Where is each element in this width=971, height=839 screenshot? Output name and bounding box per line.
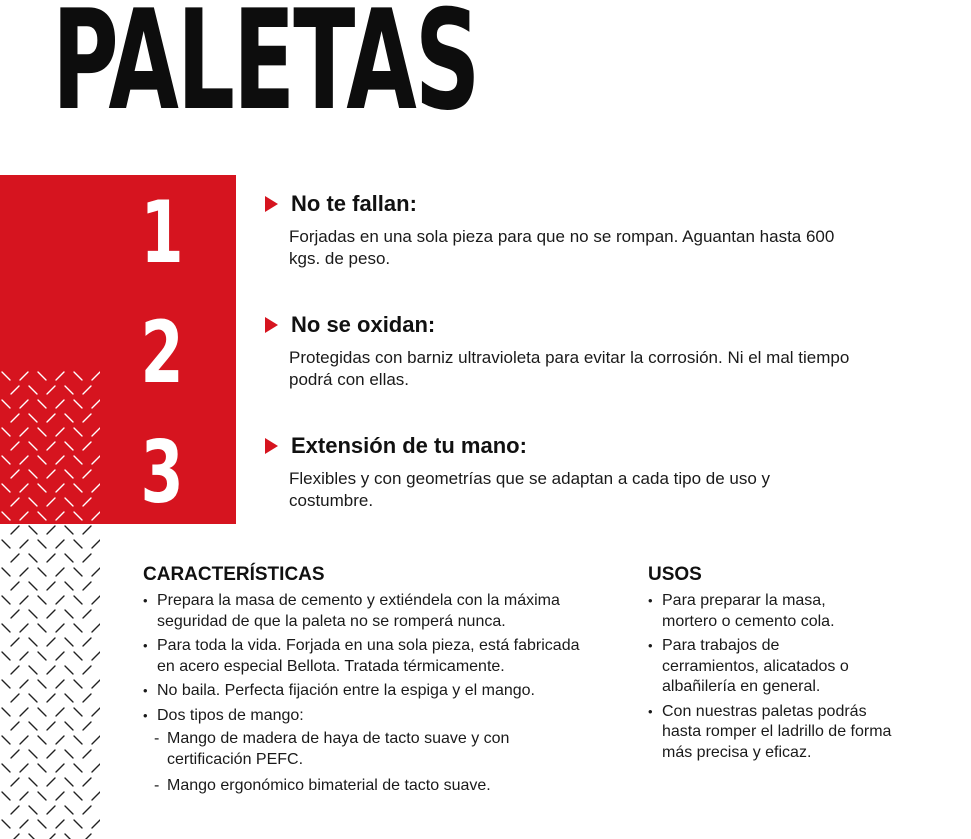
pattern-dash <box>92 428 100 436</box>
list-item <box>143 706 598 797</box>
list-item: • No baila. Perfecta fijación entre la espiga y el mango. <box>143 681 598 702</box>
pattern-dash <box>92 652 100 660</box>
pattern-dash <box>92 820 100 828</box>
pattern-dash <box>83 554 91 562</box>
pattern-dash <box>11 582 19 590</box>
pattern-dash <box>2 652 10 660</box>
feature-title: No se oxidan: <box>291 312 436 337</box>
pattern-dash <box>38 764 46 772</box>
pattern-dash <box>11 722 19 730</box>
pattern-dash <box>20 596 28 604</box>
pattern-dash <box>38 624 46 632</box>
pattern-dash <box>92 708 100 716</box>
pattern-dash <box>11 834 19 839</box>
feature-description: Protegidas con barniz ultravioleta para evitar la corrosión. Ni el mal tiempo podrá con ellas. <box>289 348 850 389</box>
pattern-dash <box>20 540 28 548</box>
pattern-dash <box>74 512 82 520</box>
pattern-dash <box>38 484 46 492</box>
pattern-dash <box>11 470 19 478</box>
pattern-dash <box>65 750 73 758</box>
pattern-dash <box>29 442 37 450</box>
pattern-dash <box>47 554 55 562</box>
pattern-dash <box>74 708 82 716</box>
pattern-dash <box>29 470 37 478</box>
pattern-dash <box>29 526 37 534</box>
pattern-dash <box>20 400 28 408</box>
pattern-dash <box>2 792 10 800</box>
pattern-dash <box>83 834 91 839</box>
feature-description: Forjadas en una sola pieza para que no se rompan. Aguantan hasta 600 kgs. de peso. <box>289 227 835 268</box>
sub-list-item-text: Mango ergonómico bimaterial de tacto suave. <box>167 777 491 794</box>
pattern-dash <box>92 736 100 744</box>
pattern-dash <box>74 764 82 772</box>
feature-title: Extensión de tu mano: <box>291 433 527 458</box>
pattern-dash <box>38 456 46 464</box>
pattern-dash <box>20 792 28 800</box>
pattern-dash <box>20 568 28 576</box>
pattern-dash <box>83 694 91 702</box>
pattern-dash <box>47 498 55 506</box>
pattern-dash <box>2 484 10 492</box>
pattern-dash <box>20 428 28 436</box>
pattern-dash <box>83 750 91 758</box>
pattern-dash <box>38 680 46 688</box>
pattern-dash <box>38 512 46 520</box>
pattern-dash <box>92 372 100 380</box>
number-3: 3 <box>140 423 184 523</box>
pattern-dash <box>74 596 82 604</box>
pattern-dash <box>65 526 73 534</box>
pattern-dash <box>74 792 82 800</box>
list-item-text: Dos tipos de mango: <box>157 706 304 724</box>
pattern-dash <box>20 764 28 772</box>
pattern-dash <box>38 568 46 576</box>
pattern-dash <box>56 736 64 744</box>
pattern-dash <box>56 708 64 716</box>
pattern-dash <box>38 372 46 380</box>
pattern-dash <box>11 638 19 646</box>
pattern-dash <box>29 750 37 758</box>
dash-marker: - <box>154 730 160 747</box>
pattern-dash <box>83 610 91 618</box>
pattern-dash <box>29 554 37 562</box>
pattern-dash <box>11 442 19 450</box>
red-arrow-icon <box>265 317 278 333</box>
pattern-dash <box>65 666 73 674</box>
pattern-dash <box>92 596 100 604</box>
pattern-dash <box>92 484 100 492</box>
list-item: • Prepara la masa de cemento y extiéndela con la máxima seguridad de que la paleta no se romperá nunca. <box>143 591 598 632</box>
pattern-dash <box>38 596 46 604</box>
pattern-dash <box>56 400 64 408</box>
pattern-dash <box>47 610 55 618</box>
pattern-dash <box>92 512 100 520</box>
sub-list-item <box>154 729 567 770</box>
pattern-dash <box>83 806 91 814</box>
pattern-dash <box>20 372 28 380</box>
pattern-dash <box>65 722 73 730</box>
pattern-dash <box>65 778 73 786</box>
pattern-dash <box>11 610 19 618</box>
pattern-dash <box>74 568 82 576</box>
pattern-dash <box>47 722 55 730</box>
pattern-dash <box>47 834 55 839</box>
pattern-dash <box>83 582 91 590</box>
pattern-dash <box>47 806 55 814</box>
pattern-dash <box>11 666 19 674</box>
pattern-dash <box>92 792 100 800</box>
pattern-dash <box>74 428 82 436</box>
pattern-dash <box>2 428 10 436</box>
pattern-dash <box>2 708 10 716</box>
feature-1 <box>263 191 883 270</box>
pattern-dash <box>65 806 73 814</box>
pattern-dash <box>74 484 82 492</box>
pattern-dash <box>83 414 91 422</box>
pattern-dash <box>92 624 100 632</box>
pattern-dash <box>56 764 64 772</box>
usos-list <box>648 591 898 767</box>
pattern-dash <box>74 456 82 464</box>
pattern-dash <box>20 708 28 716</box>
pattern-dash <box>29 582 37 590</box>
pattern-dash <box>20 736 28 744</box>
pattern-dash <box>11 386 19 394</box>
pattern-dash <box>11 750 19 758</box>
pattern-dash <box>74 400 82 408</box>
pattern-dash <box>56 652 64 660</box>
pattern-dash <box>47 526 55 534</box>
pattern-dash <box>65 638 73 646</box>
pattern-dash <box>56 680 64 688</box>
pattern-dash <box>92 540 100 548</box>
pattern-dash <box>65 694 73 702</box>
pattern-dash <box>29 414 37 422</box>
pattern-dash <box>11 414 19 422</box>
pattern-dash <box>56 624 64 632</box>
red-arrow-icon <box>265 438 278 454</box>
feature-description: Flexibles y con geometrías que se adaptan a cada tipo de uso y costumbre. <box>289 469 771 510</box>
pattern-dash <box>56 484 64 492</box>
pattern-dash <box>92 568 100 576</box>
feature-3 <box>263 433 883 512</box>
pattern-dash <box>20 624 28 632</box>
pattern-dash <box>2 456 10 464</box>
pattern-dash <box>47 414 55 422</box>
number-1: 1 <box>140 183 184 283</box>
pattern-dash <box>92 680 100 688</box>
pattern-dash <box>47 470 55 478</box>
pattern-dash <box>74 624 82 632</box>
pattern-dash <box>29 386 37 394</box>
pattern-dash <box>83 498 91 506</box>
pattern-dash <box>11 806 19 814</box>
pattern-dash <box>47 386 55 394</box>
pattern-dash <box>38 652 46 660</box>
pattern-dash <box>65 554 73 562</box>
pattern-dash <box>2 624 10 632</box>
pattern-dash <box>83 386 91 394</box>
pattern-dash <box>38 736 46 744</box>
pattern-dash <box>11 694 19 702</box>
pattern-dash <box>65 610 73 618</box>
pattern-dash <box>29 638 37 646</box>
feature-title: No te fallan: <box>291 191 417 216</box>
pattern-dash <box>56 456 64 464</box>
pattern-dash <box>2 372 10 380</box>
pattern-dash <box>2 596 10 604</box>
pattern-dash <box>2 736 10 744</box>
pattern-dash <box>74 680 82 688</box>
page-title: PALETAS <box>52 0 479 141</box>
pattern-dash <box>83 778 91 786</box>
pattern-dash <box>20 512 28 520</box>
pattern-dash <box>65 386 73 394</box>
pattern-dash <box>38 792 46 800</box>
pattern-dash <box>83 442 91 450</box>
pattern-dash <box>38 400 46 408</box>
pattern-dash <box>83 638 91 646</box>
pattern-dash <box>65 582 73 590</box>
pattern-dash <box>2 540 10 548</box>
feature-2 <box>263 312 883 391</box>
pattern-dash <box>20 484 28 492</box>
pattern-dash <box>2 512 10 520</box>
pattern-dash <box>92 400 100 408</box>
pattern-dash <box>29 498 37 506</box>
pattern-dash <box>38 708 46 716</box>
pattern-dash <box>47 442 55 450</box>
list-item: • Con nuestras paletas podrás hasta romper el ladrillo de forma más precisa y eficaz. <box>648 702 902 764</box>
pattern-dash <box>56 792 64 800</box>
usos-heading: USOS <box>648 564 702 585</box>
pattern-dash <box>56 428 64 436</box>
pattern-dash <box>11 526 19 534</box>
pattern-dash <box>74 652 82 660</box>
pattern-dash <box>2 764 10 772</box>
number-2: 2 <box>140 303 184 403</box>
dash-marker: - <box>154 777 160 794</box>
pattern-dash <box>65 498 73 506</box>
pattern-dash <box>47 638 55 646</box>
pattern-dash <box>38 540 46 548</box>
caracteristicas-heading: CARACTERÍSTICAS <box>143 564 325 585</box>
pattern-dash <box>65 470 73 478</box>
pattern-dash <box>65 442 73 450</box>
pattern-dash <box>83 666 91 674</box>
pattern-dash <box>29 610 37 618</box>
pattern-dash <box>47 582 55 590</box>
pattern-dash <box>56 512 64 520</box>
pattern-dash <box>56 540 64 548</box>
pattern-dash <box>56 820 64 828</box>
sub-list-item <box>154 776 598 797</box>
pattern-dash <box>74 820 82 828</box>
pattern-dash <box>38 428 46 436</box>
pattern-dash <box>92 456 100 464</box>
pattern-dash <box>47 666 55 674</box>
red-arrow-icon <box>265 196 278 212</box>
pattern-dash <box>56 596 64 604</box>
pattern-dash <box>65 834 73 839</box>
pattern-dash <box>20 652 28 660</box>
pattern-dash <box>29 834 37 839</box>
pattern-dash <box>47 778 55 786</box>
pattern-dash <box>29 778 37 786</box>
list-item: • Para preparar la masa, mortero o cemento cola. <box>648 591 862 632</box>
pattern-dash <box>2 400 10 408</box>
pattern-dash <box>47 750 55 758</box>
pattern-dash <box>20 456 28 464</box>
pattern-dash <box>29 694 37 702</box>
pattern-dash <box>74 540 82 548</box>
caracteristicas-list <box>143 591 598 801</box>
pattern-dash <box>83 722 91 730</box>
pattern-dash <box>20 680 28 688</box>
pattern-dash <box>47 694 55 702</box>
pattern-dash <box>2 820 10 828</box>
pattern-dash <box>2 680 10 688</box>
pattern-dash <box>11 498 19 506</box>
pattern-dash <box>29 806 37 814</box>
pattern-dash <box>83 470 91 478</box>
pattern-dash <box>56 372 64 380</box>
pattern-dash <box>38 820 46 828</box>
pattern-dash <box>56 568 64 576</box>
pattern-dash <box>83 526 91 534</box>
pattern-dash <box>65 414 73 422</box>
pattern-dash <box>20 820 28 828</box>
pattern-dash <box>74 372 82 380</box>
pattern-dash <box>29 722 37 730</box>
sub-list-item-text: Mango de madera de haya de tacto suave y con certificación PEFC. <box>167 730 510 768</box>
list-item: • Para trabajos de cerramientos, alicatados o albañilería en general. <box>648 636 877 698</box>
pattern-dash <box>74 736 82 744</box>
diamond-plate-pattern <box>0 370 100 839</box>
pattern-dash <box>11 554 19 562</box>
pattern-dash <box>29 666 37 674</box>
pattern-dash <box>11 778 19 786</box>
list-item: • Para toda la vida. Forjada en una sola pieza, está fabricada en acero especial Bellota. Tratada térmicamente. <box>143 636 598 677</box>
pattern-dash <box>92 764 100 772</box>
pattern-dash <box>2 568 10 576</box>
